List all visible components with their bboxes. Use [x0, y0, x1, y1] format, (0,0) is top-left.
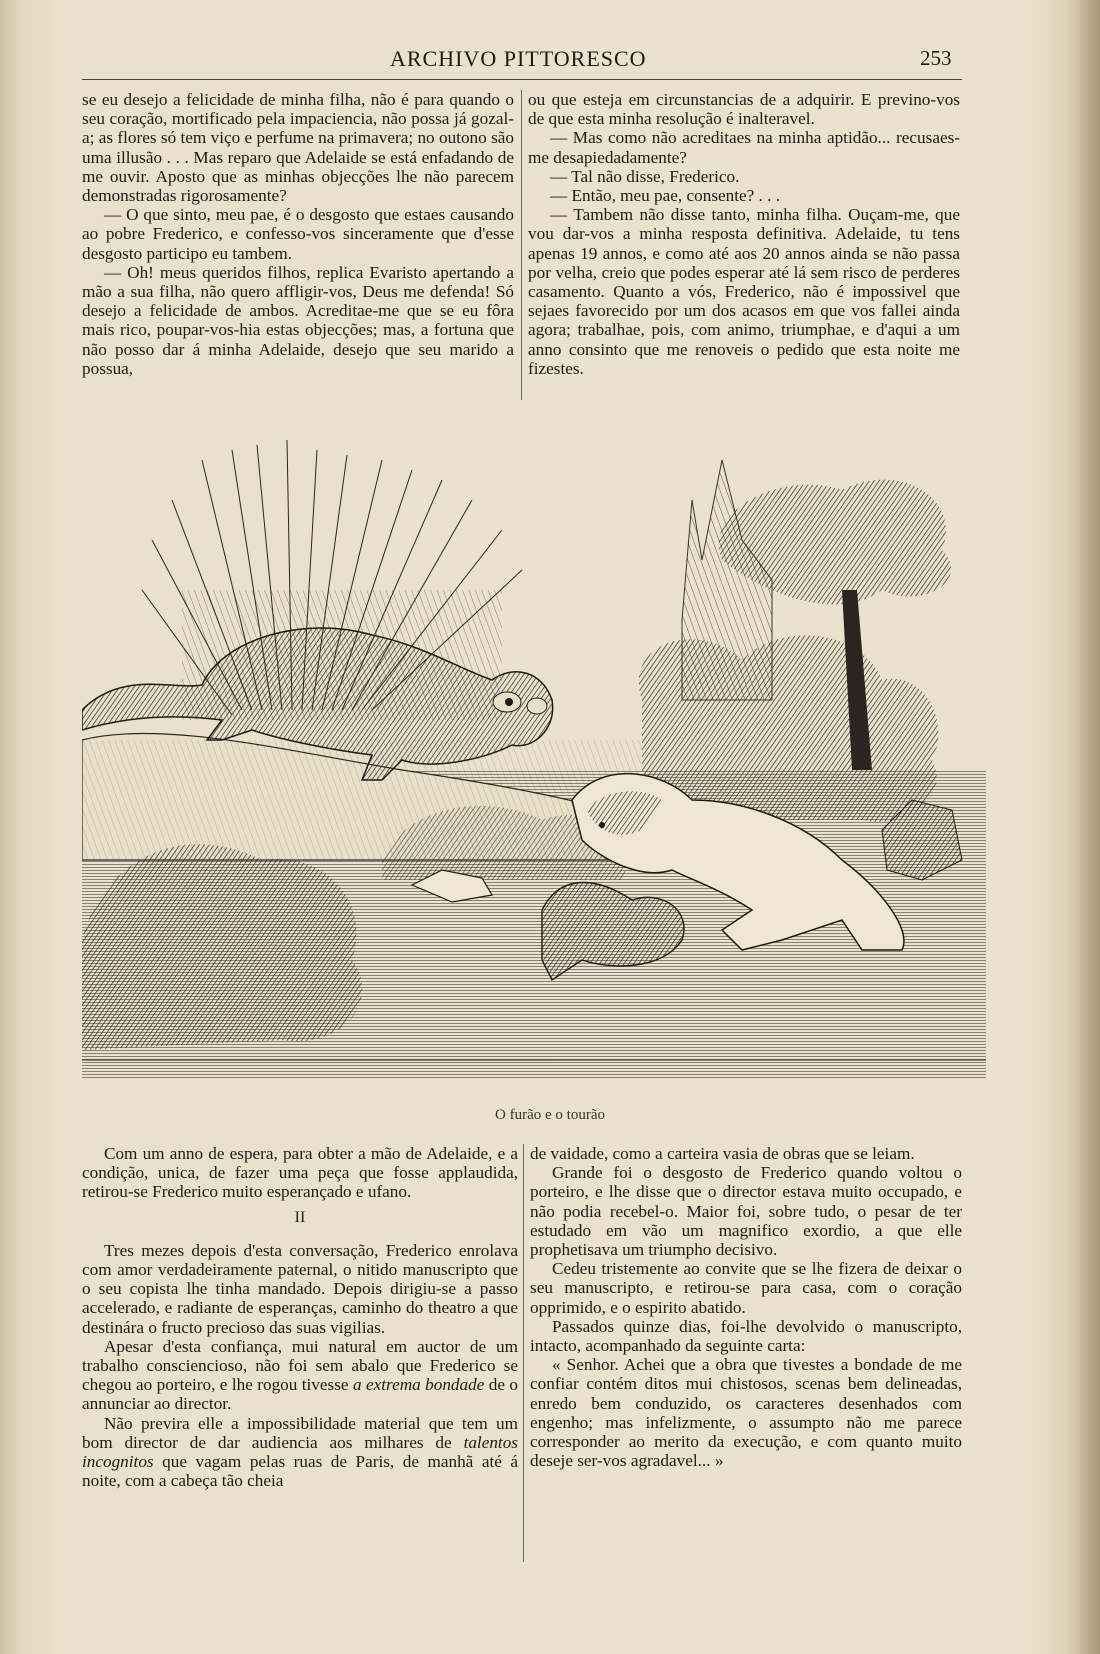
paragraph: — Tal não disse, Frederico. [550, 166, 740, 186]
text-run: Não previra elle a impossibilidade material que tem um bom director de dar audiencia aos milhares de [82, 1413, 518, 1452]
italic-text: talentos incognitos [82, 1432, 518, 1472]
paragraph: ou que esteja em circunstancias de a adquirir. E previno-vos de que esta minha resolução é inalteravel. [528, 90, 960, 129]
column-divider [523, 1144, 524, 1562]
paragraph: — Mas como não acreditaes na minha aptidão... recusaes-me desapiedadamente? [528, 128, 960, 167]
paragraph: Tres mezes depois d'esta conversação, Frederico enrolava com amor verdadeiramente paternal, o nitido manuscripto que o seu copista lhe tinha mandado. Depois dirigiu-se a passo accelerado, e radiante de esperanças, caminho do theatro a que destinára o fructo precioso das suas vigilias. [82, 1240, 518, 1337]
engraving-illustration [82, 440, 986, 1080]
running-title: ARCHIVO PITTORESCO [390, 46, 647, 71]
column-bottom-right [530, 1144, 962, 1470]
paragraph: « Senhor. Achei que a obra que tivestes a bondade de me confiar contém ditos mui chistosos, scenas bem delineadas, enredo bem conduzido, os caracteres desenhados com engenho; mas infelizmente, o assumpto não me parece corresponder ao merito da execução, e com quanto muito deseje ser-vos agradavel... » [530, 1355, 962, 1471]
column-divider [521, 90, 522, 400]
column-top-left [82, 90, 514, 378]
paragraph [82, 1414, 518, 1491]
page-edge-shadow [1068, 0, 1100, 1654]
paragraph: de vaidade, como a carteira vasia de obras que se leiam. [530, 1144, 915, 1163]
paragraph: — O que sinto, meu pae, é o desgosto que estaes causando ao pobre Frederico, e confesso-vos sinceramente que d'esse desgosto participo eu tambem. [82, 205, 514, 263]
paragraph: — Então, meu pae, consente? . . . [550, 186, 781, 206]
bush-left [82, 844, 362, 1050]
paragraph: — Oh! meus queridos filhos, replica Evaristo apertando a mão a sua filha, não quero affligir-vos, Deus me defenda! Só desejo a felicidade de ambos. Acreditae-me que se eu fôra mais rico, poupar-vos-hia estas objecções; mas, a fortuna que não posso dar á minha Adelaide, desejo que seu marido a possua, [82, 262, 514, 378]
illustration-caption: O furão e o tourão [495, 1107, 605, 1123]
text-run: de o annunciar ao director. [82, 1375, 518, 1414]
text-run: Apesar d'esta confiança, mui natural em auctor de um trabalho consciencioso, não foi sem abalo que Frederico se chegou ao porteiro, e lhe rogou tivesse [82, 1336, 518, 1395]
paragraph: — Tambem não disse tanto, minha filha. Ouçam-me, que vou dar-vos a minha resposta definitiva. Adelaide, tu tens apenas 19 annos, e como até aos 20 annos ainda se não passa por velha, creio que podes esperar até lá sem risco de perderes casamento. Quanto a vós, Frederico, não é impossivel que sejaes favorecido por um dos acasos em que vos fallei ainda agora; trabalhae, pois, com animo, triumphae, e d'aqui a um anno consinto que me renoveis o pedido que esta noite me fizestes. [528, 205, 960, 378]
text-run: que vagam pelas ruas de Paris, de manhã até á noite, com a cabeça tão cheia [82, 1452, 518, 1491]
paragraph [82, 1337, 518, 1414]
paragraph: se eu desejo a felicidade de minha filha, não é para quando o seu coração, mortificado pela impaciencia, não possa já gozal-a; as flores só tem viço e perfume na primavera; no outono são uma illusão . . . Mas reparo que Adelaide se está enfadando de me ouvir. Aposto que as minhas objecções lhe não parecem demonstradas rigorosamente? [82, 90, 514, 206]
paragraph: Cedeu tristemente ao convite que se lhe fizera de deixar o seu manuscripto, e retirou-se para casa, com o coração opprimido, e o espirito abatido. [530, 1259, 962, 1317]
paragraph: Passados quinze dias, foi-lhe devolvido o manuscripto, intacto, acompanhado da seguinte carta: [530, 1316, 962, 1356]
column-top-right [528, 90, 960, 378]
paragraph: Com um anno de espera, para obter a mão de Adelaide, e a condição, unica, de fazer uma peça que fosse applaudida, retirou-se Frederico muito esperançado e ufano. [82, 1144, 518, 1202]
column-bottom-left [82, 1144, 518, 1490]
italic-text: a extrema bondade [352, 1375, 485, 1395]
paragraph: Grande foi o desgosto de Frederico quando voltou o porteiro, e lhe disse que o director estava muito occupado, e não podia recebel-o. Maior foi, sobre tudo, o pesar de ter estudado em vão um magnifico exordio, a que elle prophetisava um triumpho decisivo. [530, 1163, 962, 1260]
page-number: 253 [920, 46, 952, 70]
section-number: II [294, 1208, 306, 1226]
header-rule [82, 79, 962, 80]
